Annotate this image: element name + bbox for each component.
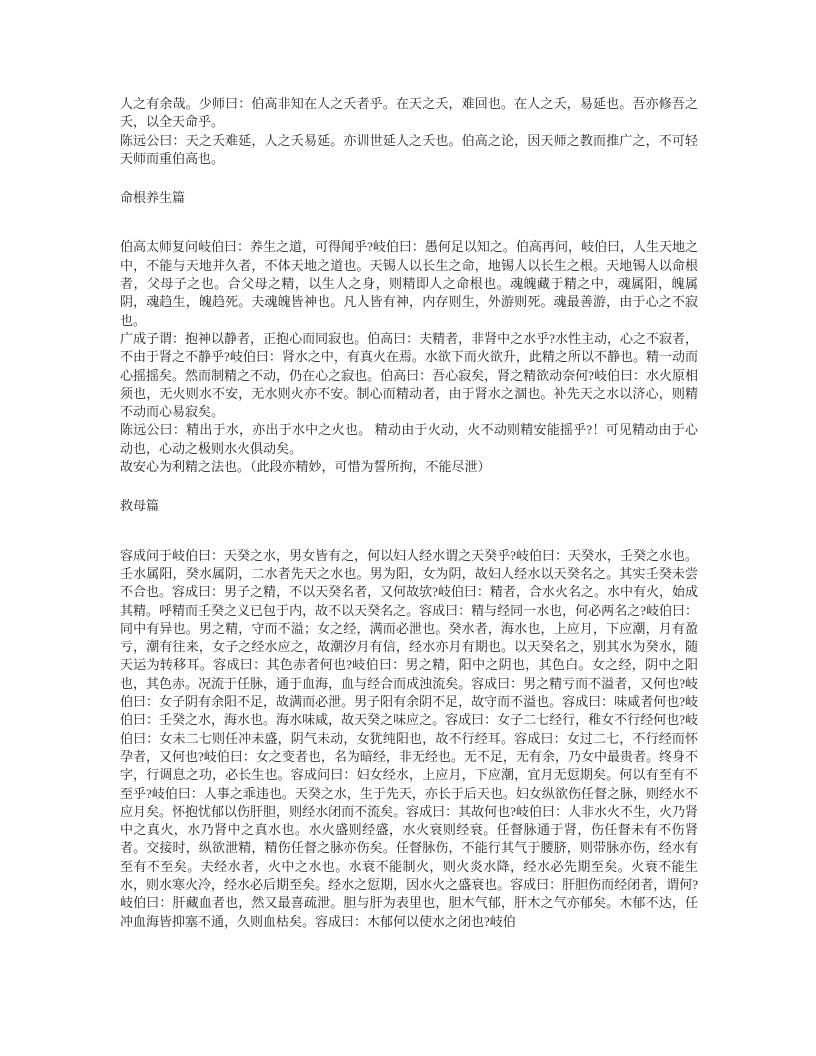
paragraph-guangchengzi-dialog: 广成子谓：抱神以静者，正抱心而同寂也。伯高曰：夫精者，非肾中之水乎?水性主动，心之不寂者，不由于肾之不静乎?岐伯曰：肾水之中，有真火在焉。水欲下而火欲升，此精之所以不静也。精一动而心摇摇矣。然而制精之不动，仍在心之寂也。伯高曰：吾心寂矣，肾之精欲动奈何?岐伯曰：水火原相须也，无火则水不安，无水则火亦不安。制心而精动者，由于肾水之涸也。补先天之水以济心，则精不动而心易寂矣。 (120, 330, 698, 420)
heading-jiumu-pian: 救母篇 (120, 498, 160, 514)
paragraph-shaoshi-conclusion: 人之有余哉。少师曰：伯高非知在人之夭者乎。在天之夭，难回也。在人之夭，易延也。吾亦修吾之夭，以全天命乎。 (120, 96, 698, 130)
paragraph-anxin-note: 故安心为利精之法也。（此段亦精妙，可惜为誓所拘，不能尽泄） (120, 459, 491, 475)
paragraph-chenyuangong-comment-1: 陈远公曰：天之夭难延，人之夭易延。亦训世延人之夭也。伯高之论，因天师之教而推广之，不可轻天师而重伯高也。 (120, 132, 698, 166)
document-body (120, 95, 698, 931)
heading-minggen-yangsheng-pian: 命根养生篇 (120, 190, 186, 206)
paragraph-chenyuangong-comment-2: 陈远公曰：精出于水，亦出于水中之火也。 精动由于火动，火不动则精安能摇乎?！可见精动由于心动也，心动之极则水火俱动矣。 (120, 422, 698, 456)
paragraph-rongcheng-dialog: 容成问于岐伯曰：天癸之水，男女皆有之，何以妇人经水谓之天癸乎?岐伯曰：天癸水，壬癸之水也。壬水属阳，癸水属阴，二水者先天之水也。男为阳，女为阴，故妇人经水以天癸名之。其实壬癸未尝不合也。容成曰：男子之精，不以天癸名者，又何故欤?岐伯曰：精者，合水火名之。水中有火，始成其精。呼精而壬癸之义已包于内，故不以天癸名之。容成曰：精与经同一水也，何必两名之?岐伯曰：同中有异也。男之精，守而不溢；女之经，满而必泄也。癸水者，海水也，上应月，下应潮，月有盈亏，潮有往来，女子之经水应之，故潮汐月有信，经水亦月有期也。以天癸名之，别其水为癸水，随天运为转移耳。容成曰：其色赤者何也?岐伯曰：男之精，阳中之阴也，其色白。女之经，阴中之阳也，其色赤。况流于任脉，通于血海，血与经合而成浊流矣。容成曰：男之精亏而不溢者，又何也?岐伯曰：女子阴有余阳不足，故满而必泄。男子阳有余阴不足，故守而不溢也。容成曰：味咸者何也?岐伯曰：壬癸之水，海水也。海水味咸，故天癸之味应之。容成曰：女子二七经行，稚女不行经何也?岐伯曰：女未二七则任冲未盛，阴气未动，女犹纯阳也，故不行经耳。容成曰：女过二七，不行经而怀孕者，又何也?岐伯曰：女之变者也，名为暗经，非无经也。无不足，无有余，乃女中最贵者。终身不字，行调息之功，必长生也。容成问曰：妇女经水，上应月，下应潮，宜月无愆期矣。何以有至有不至乎?岐伯曰：人事之乖违也。天癸之水，生于先天，亦长于后天也。妇女纵欲伤任督之脉，则经水不应月矣。怀抱忧郁以伤肝胆，则经水闭而不流矣。容成曰：其故何也?岐伯曰：人非水火不生，火乃肾中之真火，水乃肾中之真水也。水火盛则经盛，水火衰则经衰。任督脉通于肾，伤任督未有不伤肾者。交接时，纵欲泄精，精伤任督之脉亦伤矣。任督脉伤，不能行其气于腰脐，则带脉亦伤，经水有至有不至矣。夫经水者，火中之水也。水衰不能制火，则火炎水降，经水必先期至矣。火衰不能生水，则水寒火冷，经水必后期至矣。经水之愆期，因水火之盛衰也。容成曰：肝胆伤而经闭者，谓何?岐伯曰：肝藏血者也，然又最喜疏泄。胆与肝为表里也，胆木气郁，肝木之气亦郁矣。木郁不达，任冲血海皆抑塞不通，久则血枯矣。容成曰：木郁何以使水之闭也?岐伯 (120, 547, 698, 929)
paragraph-bogao-dialog: 伯高太师复问岐伯曰：养生之道，可得闻乎?岐伯曰：愚何足以知之。伯高再问，岐伯曰，人生天地之中，不能与天地并久者，不体天地之道也。天锡人以长生之命，地锡人以长生之根。天地锡人以命根者，父母子之也。合父母之精，以生人之身，则精即人之命根也。魂魄藏于精之中，魂属阳，魄属阴，魂趋生，魄趋死。夫魂魄皆神也。凡人皆有神，内存则生，外游则死。魂最善游，由于心之不寂也。 (120, 239, 698, 328)
